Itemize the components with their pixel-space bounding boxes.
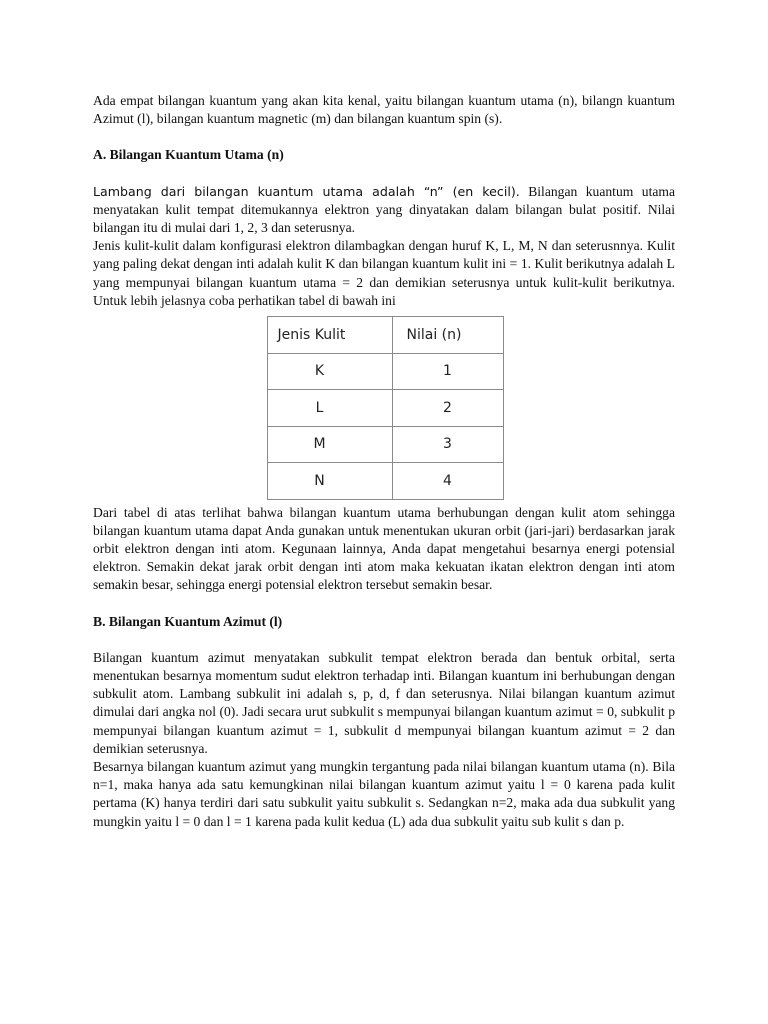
table-cell-nilai: 2 <box>392 390 503 427</box>
section-b-paragraph-1: Bilangan kuantum azimut menyatakan subkulit tempat elektron berada dan bentuk orbital, serta menentukan besarnya momentum sudut elektron terhadap inti. Bilangan kuantum ini berhubungan dengan subkulit atom. Lambang subkulit ini adalah s, p, d, f dan seterusnya. Nilai bilangan kuantum azimut dimulai dari angka nol (0). Jadi secara urut subkulit s mempunyai bilangan kuantum azimut = 0, subkulit p mempunyai bilangan kuantum azimut = 1, subkulit d mempunyai bilangan kuantum azimut = 2 dan demikian seterusnya. <box>93 649 675 756</box>
section-a-paragraph-3: Dari tabel di atas terlihat bahwa bilangan kuantum utama berhubungan dengan kulit atom sehingga bilangan kuantum utama dapat Anda gunakan untuk menentukan ukuran orbit (jari-jari) berdasarkan jarak orbit elektron dengan inti atom. Kegunaan lainnya, Anda dapat mengetahui besarnya energi potensial elektron. Semakin dekat jarak orbit dengan inti atom maka kekuatan ikatan elektron dengan inti atom semakin besar, sehingga energi potensial elektron tersebut semakin besar. <box>93 504 675 593</box>
table-row <box>267 390 503 427</box>
section-a-paragraph-2: Jenis kulit-kulit dalam konfigurasi elektron dilambagkan dengan huruf K, L, M, N dan seterusnnya. Kulit yang paling dekat dengan inti adalah kulit K dan bilangan kuantum kulit ini = 1. Kulit berikutnya adalah L yang mempunyai bilangan kuantum utama = 2 dan demikian seterusnya untuk kulit-kulit berikutnya. Untuk lebih jelasnya coba perhatikan tabel di bawah ini <box>93 238 675 308</box>
section-a-heading: A. Bilangan Kuantum Utama (n) <box>93 147 284 163</box>
table-cell-nilai: 4 <box>392 463 503 500</box>
table-cell-kulit: N <box>267 463 392 500</box>
table-cell-kulit: M <box>267 426 392 463</box>
document-body <box>93 92 675 831</box>
kulit-table <box>267 316 504 500</box>
table-header-nilai-n: Nilai (n) <box>392 317 503 354</box>
section-a-paragraph-1 <box>93 183 675 238</box>
table-cell-kulit: L <box>267 390 392 427</box>
table-header-jenis-kulit: Jenis Kulit <box>267 317 392 354</box>
section-a-paragraph-1-rest: Bilangan kuantum utama menyatakan kulit tempat ditemukannya elektron yang dinyatakan dalam bilangan bulat positif. Nilai bilangan itu di mulai dari 1, 2, 3 dan seterusnya. <box>93 183 675 236</box>
section-b-paragraph-2: Besarnya bilangan kuantum azimut yang mungkin tergantung pada nilai bilangan kuantum utama (n). Bila n=1, maka hanya ada satu kemungkinan nilai bilangan kuantum azimut yaitu l = 0 karena pada kulit pertama (K) hanya terdiri dari satu subkulit yaitu subkulit s. Sedangkan n=2, maka ada dua subkulit yang mungkin yaitu l = 0 dan l = 1 karena pada kulit kedua (L) ada dua subkulit yaitu sub kulit s dan p. <box>93 758 675 829</box>
intro-paragraph: Ada empat bilangan kuantum yang akan kita kenal, yaitu bilangan kuantum utama (n), bilangn kuantum Azimut (l), bilangan kuantum magnetic (m) dan bilangan kuantum spin (s). <box>93 93 675 127</box>
section-b-heading: B. Bilangan Kuantum Azimut (l) <box>93 613 283 629</box>
table-cell-nilai: 1 <box>392 353 503 390</box>
table-row <box>267 426 503 463</box>
table-row <box>267 353 503 390</box>
lambang-lead-text: Lambang dari bilangan kuantum utama adalah “n” (en kecil). <box>93 183 520 199</box>
kulit-table-wrapper <box>93 316 675 500</box>
table-cell-nilai: 3 <box>392 426 503 463</box>
table-cell-kulit: K <box>267 353 392 390</box>
table-row <box>267 463 503 500</box>
table-header-row <box>267 317 503 354</box>
